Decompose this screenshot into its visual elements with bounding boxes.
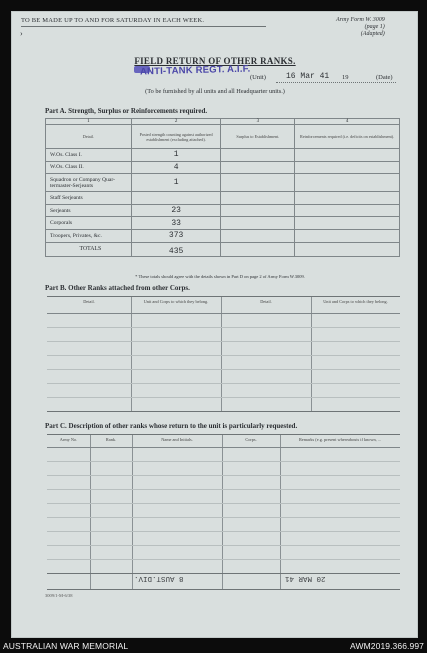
- row-surplus: [221, 204, 295, 217]
- row-detail: Serjeants: [46, 204, 132, 217]
- grid-divider: [90, 435, 91, 589]
- row-posted: [131, 192, 221, 205]
- print-code: 3009/1-M-6/38: [45, 593, 73, 598]
- part-c-grid: [47, 434, 400, 590]
- grid-divider: [131, 297, 132, 411]
- date-underline: [276, 82, 396, 83]
- part-c-header-corps: Corps.: [245, 437, 257, 442]
- table-row: [46, 229, 400, 242]
- grid-rule: [47, 573, 400, 574]
- row-detail: Corporals: [46, 217, 132, 230]
- totals-surplus: [221, 242, 295, 256]
- part-b-header-unit: Unit and Corps to which they belong.: [143, 299, 209, 304]
- column-number: 1: [46, 119, 132, 125]
- totals-label: TOTALS: [46, 242, 132, 256]
- grid-rule: [47, 341, 400, 342]
- row-reinforcements: [295, 149, 400, 162]
- punch-mark: ›: [20, 29, 23, 38]
- grid-rule: [47, 397, 400, 398]
- header-note: TO BE MADE UP TO AND FOR SATURDAY IN EACH WEEK.: [21, 17, 205, 24]
- row-detail: W.Os. Class II.: [46, 161, 132, 174]
- totals-row: [46, 242, 400, 256]
- part-c-title: [45, 422, 297, 430]
- upside-down-stamp-date: 20 MAR 41: [285, 574, 326, 582]
- grid-divider: [221, 297, 222, 411]
- grid-rule: [47, 559, 400, 560]
- column-header-reinforcements: Reinforcements required (i.e. deficits on establishment).: [295, 125, 400, 149]
- grid-rule: [47, 383, 400, 384]
- row-surplus: [221, 149, 295, 162]
- totals-reinforcements: [295, 242, 400, 256]
- grid-divider: [222, 435, 223, 589]
- row-reinforcements: [295, 217, 400, 230]
- grid-rule: [47, 489, 400, 490]
- grid-rule: [47, 461, 400, 462]
- part-c-header-remarks: Remarks (e.g. present whereabouts if known, ...: [298, 437, 382, 442]
- grid-rule: [47, 447, 400, 448]
- row-posted: 23: [131, 204, 221, 217]
- grid-rule: [47, 355, 400, 356]
- row-surplus: [221, 217, 295, 230]
- row-surplus: [221, 229, 295, 242]
- caption-institution: AUSTRALIAN WAR MEMORIAL: [3, 641, 129, 651]
- form-number-line: Army Form W. 3009: [336, 17, 385, 23]
- date-label: (Date): [376, 74, 393, 81]
- part-c-header-name: Name and Initials.: [161, 437, 193, 442]
- part-c-header-army-no: Army No.: [59, 437, 78, 442]
- column-number: 3: [221, 119, 295, 125]
- header-note-underline: [21, 26, 266, 27]
- form-page: (page 1): [364, 24, 385, 30]
- row-posted: 373: [131, 229, 221, 242]
- part-b-header-unit-2: Unit and Corps to which they belong.: [323, 299, 388, 304]
- row-surplus: [221, 174, 295, 192]
- part-c-label: Part C.: [45, 422, 67, 430]
- row-reinforcements: [295, 161, 400, 174]
- row-posted: 1: [131, 174, 221, 192]
- row-reinforcements: [295, 229, 400, 242]
- table-row: [46, 192, 400, 205]
- part-a-label: Part A.: [45, 107, 67, 115]
- row-reinforcements: [295, 174, 400, 192]
- upside-down-stamp-unit: 8 AUST.DIV.: [134, 574, 184, 582]
- unit-stamp: ANTI-TANK REGT. A.I.F.: [139, 63, 251, 78]
- grid-rule: [47, 327, 400, 328]
- part-b-header-detail-2: Detail.: [260, 299, 272, 304]
- form-number: [336, 17, 385, 38]
- column-header-surplus: Surplus to Establishment.: [221, 125, 295, 149]
- row-detail: Staff Serjeants: [46, 192, 132, 205]
- row-surplus: [221, 161, 295, 174]
- table-row: [46, 174, 400, 192]
- grid-rule: [47, 545, 400, 546]
- grid-rule: [47, 517, 400, 518]
- part-c-header-rank: Rank.: [105, 437, 117, 442]
- page-title: FIELD RETURN OF OTHER RANKS.: [134, 56, 296, 66]
- column-header-row: [46, 125, 400, 149]
- part-a-table: [45, 118, 400, 257]
- part-b-title: [45, 284, 190, 292]
- column-header-detail: Detail.: [46, 125, 132, 149]
- row-detail: Troopers, Privates, &c.: [46, 229, 132, 242]
- table-row: [46, 161, 400, 174]
- table-row: [46, 149, 400, 162]
- form-adapted: (Adapted): [360, 31, 385, 37]
- column-header-posted: Posted strength counting against authorized establishment (excluding attached).: [131, 125, 221, 149]
- row-posted: 1: [131, 149, 221, 162]
- grid-divider: [132, 435, 133, 589]
- part-a-heading: Strength, Surplus or Reinforcements required.: [68, 107, 208, 115]
- year-label: 19: [342, 74, 349, 81]
- part-b-grid: [47, 296, 400, 412]
- grid-rule: [47, 313, 400, 314]
- row-posted: 33: [131, 217, 221, 230]
- part-b-label: Part B.: [45, 284, 67, 292]
- part-c-heading: Description of other ranks whose return to the unit is particularly requested.: [68, 422, 298, 430]
- row-reinforcements: [295, 204, 400, 217]
- column-number: 2: [131, 119, 221, 125]
- table-row: [46, 204, 400, 217]
- grid-rule: [47, 475, 400, 476]
- part-b-header-detail: Detail.: [83, 299, 95, 304]
- row-surplus: [221, 192, 295, 205]
- totals-value: 435: [131, 242, 221, 256]
- unit-label: (Unit): [250, 74, 266, 81]
- part-b-heading: Other Ranks attached from other Corps.: [68, 284, 190, 292]
- table-row: [46, 217, 400, 230]
- furnish-note: (To be furnished by all units and all Headquarter units.): [145, 88, 285, 95]
- grid-rule: [47, 531, 400, 532]
- caption-accession-number: AWM2019.366.997: [350, 641, 424, 651]
- date-value: 16 Mar 41: [286, 72, 330, 81]
- grid-rule: [47, 369, 400, 370]
- part-a-footnote: * These totals should agree with the details shown in Part D on page 2 of Army Form W.3009.: [135, 274, 305, 279]
- grid-divider: [311, 297, 312, 411]
- row-reinforcements: [295, 192, 400, 205]
- row-detail: W.Os. Class I.: [46, 149, 132, 162]
- row-detail: Squadron or Company Quar- termaster-Serjeants: [46, 174, 132, 192]
- part-a-title: [45, 107, 207, 115]
- grid-divider: [280, 435, 281, 589]
- row-posted: 4: [131, 161, 221, 174]
- column-number: 4: [295, 119, 400, 125]
- grid-rule: [47, 503, 400, 504]
